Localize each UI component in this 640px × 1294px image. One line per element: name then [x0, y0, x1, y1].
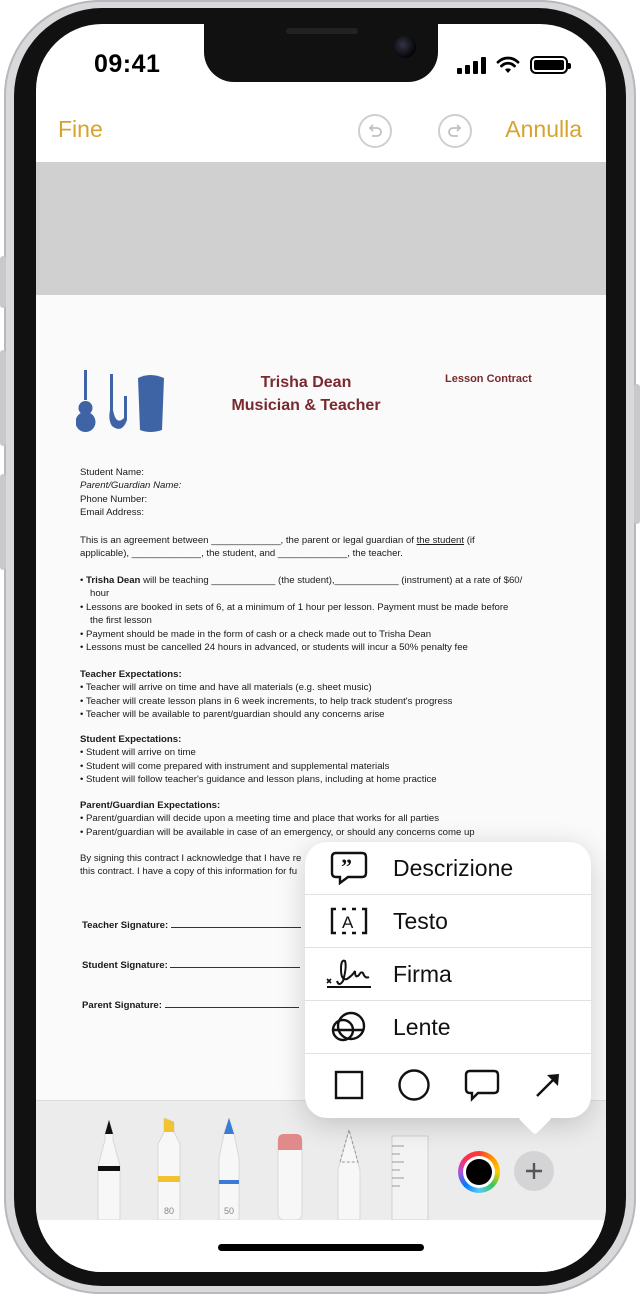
document-margin — [36, 162, 606, 295]
done-button[interactable]: Fine — [58, 116, 103, 142]
notch — [204, 24, 438, 82]
svg-text:”: ” — [341, 854, 352, 879]
student-signature-line — [82, 960, 300, 971]
agreement-line-2: applicable), _____________, the student, and _____________, the teacher. — [80, 548, 403, 560]
list-item: Teacher will create lesson plans in 6 week increments, to help track student's progress — [85, 695, 453, 707]
pen-tool[interactable] — [94, 1120, 124, 1220]
list-item: Student will come prepared with instrument and supplemental materials — [86, 760, 390, 772]
shape-row — [305, 1054, 591, 1116]
battery-icon — [530, 56, 568, 74]
volume-up-button — [0, 350, 6, 446]
square-icon[interactable] — [334, 1070, 364, 1100]
undo-button[interactable] — [358, 114, 392, 148]
term-item: will be teaching ____________ (the student),____________ (instrument) at a rate of $60/ — [140, 575, 523, 586]
speaker-grille — [286, 28, 358, 34]
document-corner-label: Lesson Contract — [445, 373, 532, 385]
teacher-signature-line — [82, 920, 301, 931]
redo-button[interactable] — [438, 114, 472, 148]
student-expectations: Student Expectations: • Student will arrive on time • Student will come prepared with instrument and supplemental materials • Student will follow teacher's guidance and lesson plans, including at home practice — [80, 734, 437, 786]
document-title — [224, 371, 388, 417]
highlighter-size: 80 — [163, 1206, 174, 1216]
agreement-tail: (if — [466, 535, 475, 546]
speech-bubble-icon[interactable] — [464, 1068, 500, 1102]
title-line-1: Trisha Dean — [260, 374, 352, 391]
cancel-button[interactable]: Annulla — [505, 116, 582, 142]
pencil-blue-tool[interactable] — [214, 1118, 244, 1220]
student-heading: Student Expectations: — [80, 734, 182, 745]
signature-label: Student Signature: — [82, 960, 168, 971]
closing-paragraph — [80, 852, 301, 879]
field-email: Email Address: — [80, 507, 144, 519]
nav-bar — [36, 114, 606, 162]
wifi-icon — [496, 56, 520, 74]
color-picker-button[interactable] — [458, 1151, 500, 1193]
screen — [36, 24, 606, 1272]
term-item: Lessons are booked in sets of 6, at a minimum of 1 hour per lesson. Payment must be made before — [86, 601, 509, 613]
arrow-icon[interactable] — [533, 1070, 563, 1100]
add-annotation-menu — [305, 842, 591, 1118]
menu-item-text[interactable] — [305, 895, 591, 948]
list-item: Parent/guardian will decide upon a meeting time and place that works for all parties — [86, 813, 440, 825]
agreement-line-1: This is an agreement between _____________, the parent or legal guardian of — [80, 535, 414, 546]
teacher-heading: Teacher Expectations: — [80, 669, 182, 680]
plus-icon — [524, 1161, 544, 1181]
current-color-swatch — [466, 1159, 492, 1185]
term-item: Lessons must be cancelled 24 hours in advanced, or students will incur a 50% penalty fee — [86, 642, 468, 654]
closing-line-1: By signing this contract I acknowledge that I have re — [80, 853, 302, 864]
cellular-signal-icon — [457, 56, 486, 74]
form-fields — [80, 466, 181, 520]
home-indicator[interactable] — [218, 1244, 424, 1251]
title-line-2: Musician & Teacher — [231, 397, 381, 414]
instruments-logo-icon — [76, 370, 176, 436]
eraser-tool[interactable] — [276, 1130, 304, 1220]
term-item: hour — [90, 588, 110, 600]
lasso-tool[interactable] — [334, 1130, 364, 1220]
menu-item-label: Testo — [393, 907, 448, 934]
add-annotation-button[interactable] — [514, 1151, 554, 1191]
parent-heading: Parent/Guardian Expectations: — [80, 800, 221, 811]
signature-label: Parent Signature: — [82, 1000, 162, 1011]
terms-list: • Trisha Dean will be teaching ____________ (the student),____________ (instrument) at a rate of $60/ hour • Lessons are booked in sets of 6, at a minimum of 1 hour per lesson. Payment must be made before the first lesson • Payment should be made in the form of cash or a check made out to Trisha Dean • Lessons must be cancelled 24 hours in advanced, or students will incur a 50% penalty fee — [80, 575, 523, 654]
term-item: Payment should be made in the form of cash or a check made out to Trisha Dean — [86, 628, 432, 640]
text-box-icon — [330, 906, 368, 936]
term-item: the first lesson — [90, 615, 152, 627]
undo-icon — [366, 122, 384, 140]
field-student-name: Student Name: — [80, 467, 144, 478]
closing-line-2: this contract. I have a copy of this information for fu — [80, 866, 298, 878]
parent-signature-line — [82, 1000, 299, 1011]
status-icons — [457, 56, 568, 74]
home-area — [36, 1220, 606, 1272]
menu-item-label: Descrizione — [393, 854, 514, 881]
signature-icon — [325, 957, 373, 991]
pencil-size: 50 — [223, 1206, 234, 1216]
redo-icon — [446, 122, 464, 140]
menu-item-label: Lente — [393, 1013, 451, 1040]
list-item: Teacher will be available to parent/guardian should any concerns arise — [85, 709, 385, 721]
menu-item-magnifier[interactable] — [305, 1001, 591, 1054]
field-guardian-name: Parent/Guardian Name: — [80, 480, 182, 492]
svg-text:A: A — [342, 913, 354, 932]
magnifier-loupe-icon — [329, 1010, 369, 1044]
list-item: Parent/guardian will be available in case of an emergency, or should any concerns come up — [86, 826, 475, 838]
volume-down-button — [0, 474, 6, 570]
parent-expectations: Parent/Guardian Expectations: • Parent/guardian will decide upon a meeting time and place that works for all parties • Parent/guardian will be available in case of an emergency, or should any concerns come up — [80, 800, 475, 838]
teacher-expectations: Teacher Expectations: • Teacher will arrive on time and have all materials (e.g. sheet music) • Teacher will create lesson plans in 6 week increments, to help track student's progress • Teacher will be available to parent/guardian should any concerns arise — [80, 669, 453, 721]
power-button — [634, 384, 640, 524]
signature-label: Teacher Signature: — [82, 920, 169, 931]
list-item: Student will follow teacher's guidance and lesson plans, including at home practice — [86, 774, 437, 786]
highlighter-tool[interactable] — [154, 1118, 184, 1220]
ruler-tool[interactable] — [390, 1134, 430, 1220]
agreement-paragraph — [80, 534, 475, 561]
menu-item-signature[interactable] — [305, 948, 591, 1001]
list-item: Teacher will arrive on time and have all materials (e.g. sheet music) — [85, 682, 372, 694]
agreement-underlined: the student — [416, 535, 465, 546]
circle-icon[interactable] — [397, 1068, 431, 1102]
teacher-name-bold: Trisha Dean — [86, 575, 141, 586]
list-item: Student will arrive on time — [86, 747, 196, 759]
menu-item-description[interactable] — [305, 842, 591, 895]
field-phone: Phone Number: — [80, 493, 148, 505]
menu-item-label: Firma — [393, 960, 452, 987]
quote-bubble-icon — [330, 851, 368, 885]
mute-switch — [0, 256, 6, 308]
status-time: 09:41 — [94, 50, 161, 78]
front-camera — [394, 36, 416, 58]
